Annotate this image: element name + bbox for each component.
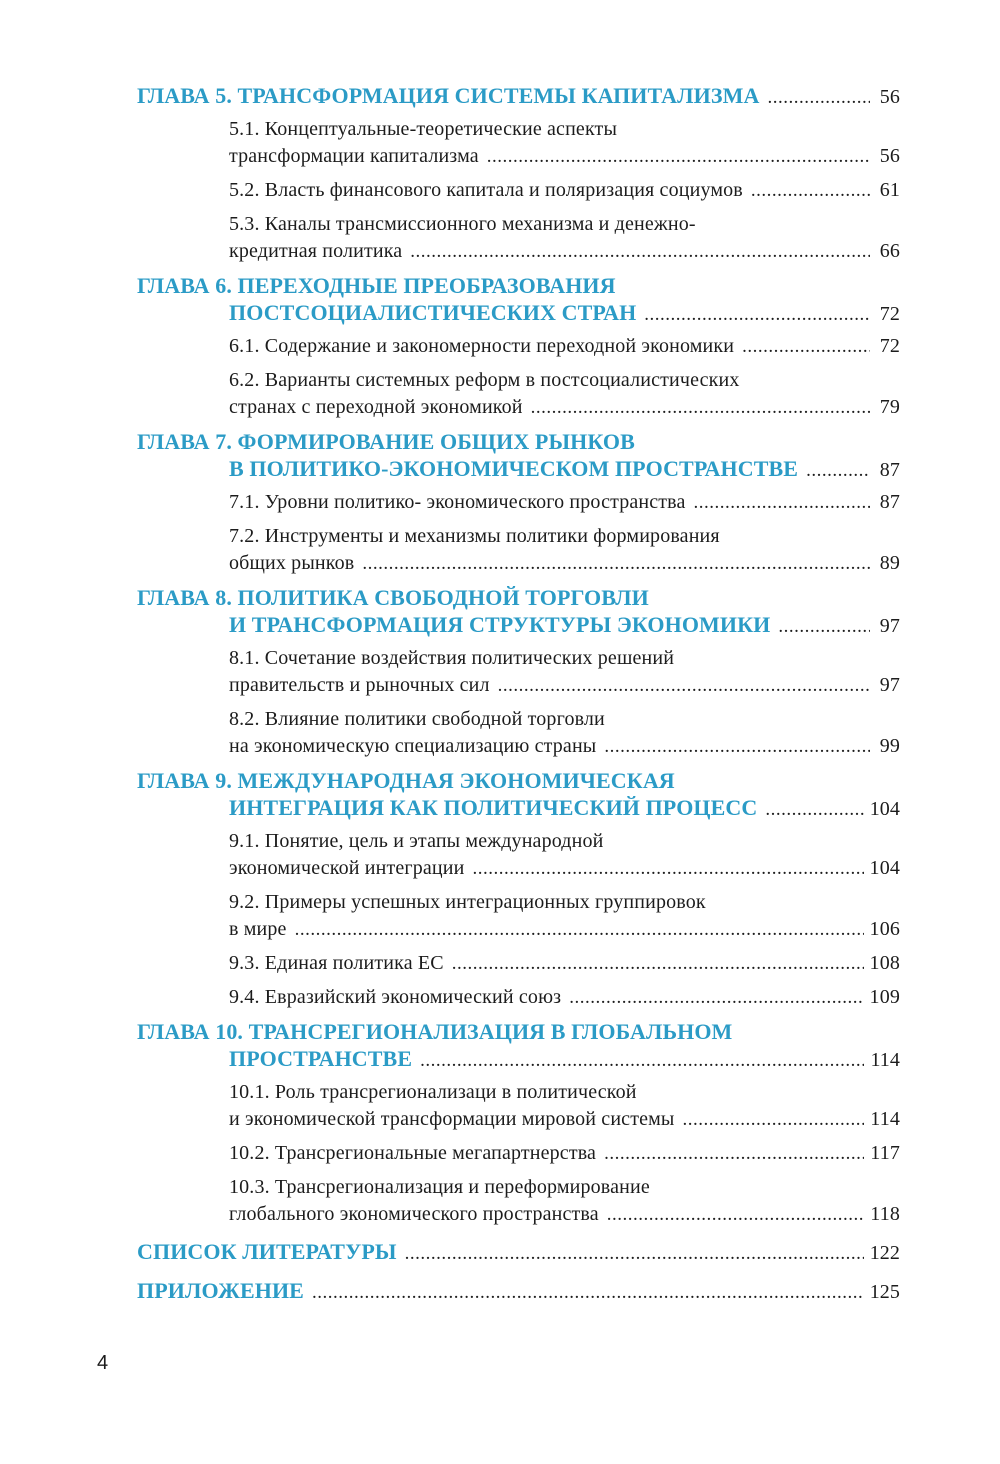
page-ref: 104 (869, 798, 900, 820)
page-ref: 56 (879, 145, 900, 167)
page-ref: 87 (879, 459, 900, 481)
section-title-text: кредитная политика (229, 240, 403, 262)
page-ref: 97 (879, 615, 900, 637)
section-entry[interactable] (229, 950, 900, 977)
page-ref: 72 (879, 335, 900, 357)
dot-leader (362, 550, 870, 577)
dot-leader (604, 1140, 864, 1167)
chapter-title-text: ГЛАВА 9. МЕЖДУНАРОДНАЯ ЭКОНОМИЧЕСКАЯ (137, 768, 675, 793)
section-title-text: 9.1. Понятие, цель и этапы международной (229, 830, 604, 852)
dot-leader (531, 394, 870, 421)
dot-leader (405, 1240, 864, 1267)
page-ref: 66 (879, 240, 900, 262)
page-ref: 87 (879, 491, 900, 513)
section-list (137, 645, 900, 760)
chapter-5 (137, 82, 900, 265)
section-entry[interactable] (229, 116, 900, 170)
section-title-text: 8.1. Сочетание воздействия политических решений (229, 647, 675, 669)
page-ref: 97 (879, 674, 900, 696)
section-entry[interactable] (229, 211, 900, 265)
chapter-title-text: ГЛАВА 10. ТРАНСРЕГИОНАЛИЗАЦИЯ В ГЛОБАЛЬНОМ (137, 1019, 733, 1044)
page-ref: 106 (869, 918, 900, 940)
chapter-title-text: ГЛАВА 7. ФОРМИРОВАНИЕ ОБЩИХ РЫНКОВ (137, 429, 635, 454)
section-title-text: 6.2. Варианты системных реформ в постсоциалистических (229, 369, 740, 391)
section-entry[interactable] (229, 1079, 900, 1133)
chapter-title[interactable] (137, 82, 900, 111)
section-entry[interactable] (229, 706, 900, 760)
references-entry (137, 1238, 900, 1267)
section-title-text: 7.1. Уровни политико- экономического пространства (229, 491, 686, 513)
section-list (137, 1079, 900, 1228)
section-list (137, 489, 900, 577)
page-ref: 89 (879, 552, 900, 574)
dot-leader (765, 796, 863, 823)
dot-leader (420, 1047, 864, 1074)
chapter-title[interactable] (137, 767, 900, 823)
chapter-10 (137, 1018, 900, 1228)
section-title-text: 7.2. Инструменты и механизмы политики формирования (229, 525, 720, 547)
page-ref: 99 (879, 735, 900, 757)
page-ref: 108 (869, 952, 900, 974)
section-entry[interactable] (229, 333, 900, 360)
page-ref: 114 (870, 1108, 900, 1130)
chapter-title-text: ГЛАВА 5. ТРАНСФОРМАЦИЯ СИСТЕМЫ КАПИТАЛИЗМА (137, 83, 760, 108)
section-entry[interactable] (229, 1140, 900, 1167)
dot-leader (604, 733, 870, 760)
section-title-text: 10.2. Трансрегиональные мегапартнерства (229, 1142, 597, 1164)
chapter-title-text: ПОСТСОЦИАЛИСТИЧЕСКИХ СТРАН (229, 300, 637, 325)
section-title-text: 5.1. Концептуальные-теоретические аспекты (229, 118, 618, 140)
section-title-text: в мире (229, 918, 287, 940)
dot-leader (487, 143, 870, 170)
page-ref: 61 (879, 179, 900, 201)
section-entry[interactable] (229, 523, 900, 577)
section-title-text: 10.3. Трансрегионализация и переформирование (229, 1176, 650, 1198)
section-title-text: 6.1. Содержание и закономерности переходной экономики (229, 335, 735, 357)
dot-leader (473, 855, 864, 882)
section-title-text: 9.4. Евразийский экономический союз (229, 986, 562, 1008)
section-title-text: 9.3. Единая политика ЕС (229, 952, 444, 974)
dot-leader (644, 301, 870, 328)
section-entry[interactable] (229, 1174, 900, 1228)
section-entry[interactable] (229, 645, 900, 699)
section-list (137, 333, 900, 421)
section-title-text: 10.1. Роль трансрегионализаци в политической (229, 1081, 637, 1103)
page-ref: 79 (879, 396, 900, 418)
section-title-text: общих рынков (229, 552, 355, 574)
dot-leader (452, 950, 864, 977)
section-title-text: 5.2. Власть финансового капитала и поляризация социумов (229, 179, 743, 201)
section-list (137, 828, 900, 1011)
chapter-title-text: В ПОЛИТИКО-ЭКОНОМИЧЕСКОМ ПРОСТРАНСТВЕ (229, 456, 799, 481)
page-ref: 118 (870, 1203, 900, 1225)
page-ref: 117 (870, 1142, 900, 1164)
chapter-6 (137, 272, 900, 421)
page-ref: 56 (879, 86, 900, 108)
chapter-title[interactable] (137, 1018, 900, 1074)
section-title-text: 9.2. Примеры успешных интеграционных группировок (229, 891, 706, 913)
dot-leader (295, 916, 864, 943)
section-title-text: глобального экономического пространства (229, 1203, 599, 1225)
dot-leader (410, 238, 870, 265)
dot-leader (569, 984, 863, 1011)
chapter-title-text: ГЛАВА 8. ПОЛИТИКА СВОБОДНОЙ ТОРГОВЛИ (137, 585, 649, 610)
section-list (137, 116, 900, 265)
page-ref: 104 (869, 857, 900, 879)
page-ref: 122 (869, 1242, 900, 1264)
dot-leader (312, 1279, 864, 1306)
chapter-title-text: И ТРАНСФОРМАЦИЯ СТРУКТУРЫ ЭКОНОМИКИ (229, 612, 771, 637)
dot-leader (767, 84, 870, 111)
section-title-text: экономической интеграции (229, 857, 465, 879)
appendix-title[interactable] (137, 1277, 900, 1306)
dot-leader (694, 489, 870, 516)
chapter-8 (137, 584, 900, 760)
chapter-title[interactable] (137, 272, 900, 328)
chapter-7 (137, 428, 900, 577)
section-title-text: 5.3. Каналы трансмиссионного механизма и денежно- (229, 213, 696, 235)
section-entry[interactable] (229, 828, 900, 882)
section-entry[interactable] (229, 489, 900, 516)
references-title[interactable] (137, 1238, 900, 1267)
section-title-text: правительств и рыночных сил (229, 674, 490, 696)
chapter-9 (137, 767, 900, 1011)
page-ref: 114 (870, 1049, 900, 1071)
appendix-title-text: ПРИЛОЖЕНИЕ (137, 1278, 304, 1303)
dot-leader (778, 613, 870, 640)
page-number: 4 (97, 1352, 109, 1374)
dot-leader (751, 177, 870, 204)
dot-leader (683, 1106, 865, 1133)
page-ref: 72 (879, 303, 900, 325)
appendix-entry (137, 1277, 900, 1306)
section-title-text: трансформации капитализма (229, 145, 479, 167)
page-ref: 109 (869, 986, 900, 1008)
dot-leader (742, 333, 870, 360)
section-title-text: 8.2. Влияние политики свободной торговли (229, 708, 605, 730)
section-title-text: и экономической трансформации мировой системы (229, 1108, 675, 1130)
table-of-contents (137, 82, 900, 1312)
dot-leader (806, 457, 870, 484)
page-ref: 125 (869, 1281, 900, 1303)
section-entry[interactable] (229, 177, 900, 204)
section-entry[interactable] (229, 984, 900, 1011)
chapter-title-text: ПРОСТРАНСТВЕ (229, 1046, 413, 1071)
chapter-title[interactable] (137, 584, 900, 640)
section-title-text: странах с переходной экономикой (229, 396, 523, 418)
section-entry[interactable] (229, 367, 900, 421)
chapter-title-text: ИНТЕГРАЦИЯ КАК ПОЛИТИЧЕСКИЙ ПРОЦЕСС (229, 795, 758, 820)
dot-leader (498, 672, 870, 699)
chapter-title-text: ГЛАВА 6. ПЕРЕХОДНЫЕ ПРЕОБРАЗОВАНИЯ (137, 273, 616, 298)
chapter-title[interactable] (137, 428, 900, 484)
section-title-text: на экономическую специализацию страны (229, 735, 597, 757)
section-entry[interactable] (229, 889, 900, 943)
references-title-text: СПИСОК ЛИТЕРАТУРЫ (137, 1239, 397, 1264)
dot-leader (607, 1201, 865, 1228)
